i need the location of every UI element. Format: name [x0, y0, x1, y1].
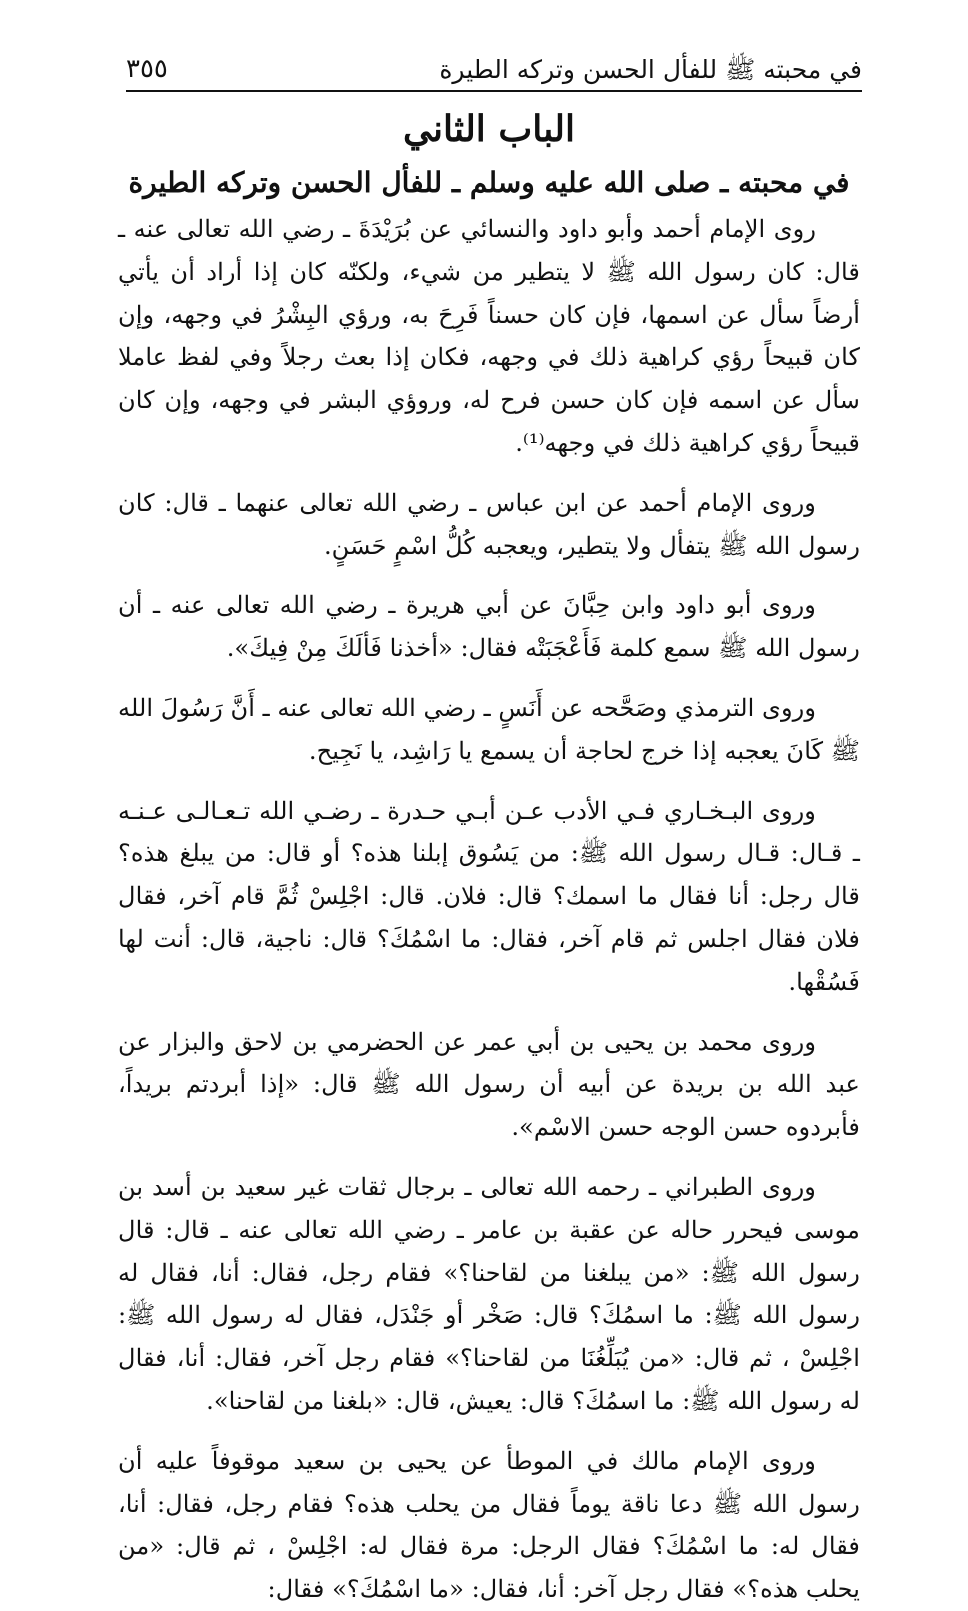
- paragraph-8: وروى الإمام مالك في الموطأ عن يحيى بن سعيد موقوفاً عليه أن رسول الله ﷺ دعا ناقة يوماً فقال من يحلب هذه؟ فقام رجل، فقال: أنا، فقال له: ما اسْمُكَ؟ فقال الرجل: مرة فقال له: اجْلِسْ ، ثم قال: «من يحلب هذه؟» فقال رجل آخر: أنا، فقال: «ما اسْمُكَ؟» فقال:: [118, 1446, 860, 1604]
- paragraph-2: وروى الإمام أحمد عن ابن عباس ـ رضي الله تعالى عنهما ـ قال: كان رسول الله ﷺ يتفأل ولا يتطير، ويعجبه كُلُّ اسْمٍ حَسَنٍ.: [118, 488, 860, 560]
- running-title: في محبته ﷺ للفأل الحسن وتركه الطيرة: [439, 55, 862, 84]
- paragraph-3: وروى أبو داود وابن حِبَّانَ عن أبي هريرة ـ رضي الله تعالى عنه ـ أن رسول الله ﷺ سمع كلمة فَأَعْجَبَتْه فقال: «أخذنا فَألَكَ مِنْ فِيكَ».: [118, 591, 860, 663]
- page-number: ٣٥٥: [126, 54, 168, 84]
- paragraph-5: وروى البـخـاري فـي الأدب عـن أبـي حـدرة ـ رضـي الله تـعـالـى عـنـه ـ قـال: قـال رسول الله ﷺ: من يَسُوق إبلنا هذه؟ أو قال: من يبلغ هذه؟ قال رجل: أنا فقال ما اسمك؟ قال: فلان. قال: اجْلِسْ ثُمَّ قام آخر، فقال فلان فقال اجلس ثم قام آخر، فقال: ما اسْمُكَ؟ قال: ناجية، قال: أنت لها فَسُقْها.: [118, 796, 860, 996]
- paragraph-1: روى الإمام أحمد وأبو داود والنسائي عن بُرَيْدَةَ ـ رضي الله تعالى عنه ـ قال: كان رسول الله ﷺ لا يتطير من شيء، ولكنّه كان إذا أراد أن يأتي أرضاً سأل عن اسمها، فإن كان حسناً فَرِحَ به، ورؤي البِشْرُ في وجهه، وإن كان قبيحاً رؤي كراهية ذلك في وجهه، فكان إذا بعث رجلاً وفي لفظ عاملا سأل عن اسمه فإن كان حسن فرح له، وروؤي البشر في وجهه، وإن كان قبيحاً رؤي كراهية ذلك في وجهه⁽¹⁾.: [118, 214, 860, 457]
- chapter-subtitle: في محبته ـ صلى الله عليه وسلم ـ للفأل الحسن وتركه الطيرة: [128, 165, 850, 199]
- paragraph-7: وروى الطبراني ـ رحمه الله تعالى ـ برجال ثقات غير سعيد بن أسد بن موسى فيحرر حاله عن عقبة بن عامر ـ رضي الله تعالى عنه ـ قال: قال رسول الله ﷺ: «من يبلغنا من لقاحنا؟» فقام رجل، فقال: أنا، فقال له رسول الله ﷺ: ما اسمُكَ؟ قال: صَخْر أو جَنْدَل، فقال له رسول الله ﷺ: اجْلِسْ ، ثم قال: «من يُبَلِّغُنَا من لقاحنا؟» فقام رجل آخر، فقال: أنا، فقال له رسول الله ﷺ: ما اسمُكَ؟ قال: يعيش، قال: «بلغنا من لقاحنا».: [118, 1172, 860, 1415]
- page-header: [126, 56, 862, 92]
- paragraph-4: وروى الترمذي وصَحَّحه عن أَنَسٍ ـ رضي الله تعالى عنه ـ أَنَّ رَسُولَ الله ﷺ كَانَ يعجبه إذا خرج لحاجة أن يسمع يا رَاشِد، يا نَجِيح.: [118, 693, 860, 765]
- paragraph-6: وروى محمد بن يحيى بن أبي عمر عن الحضرمي بن لاحق والبزار عن عبد الله بن بريدة عن أبيه أن رسول الله ﷺ قال: «إذا أبردتم بريداً، فأبردوه حسن الوجه حسن الاسْم».: [118, 1027, 860, 1142]
- chapter-title: الباب الثاني: [402, 108, 576, 150]
